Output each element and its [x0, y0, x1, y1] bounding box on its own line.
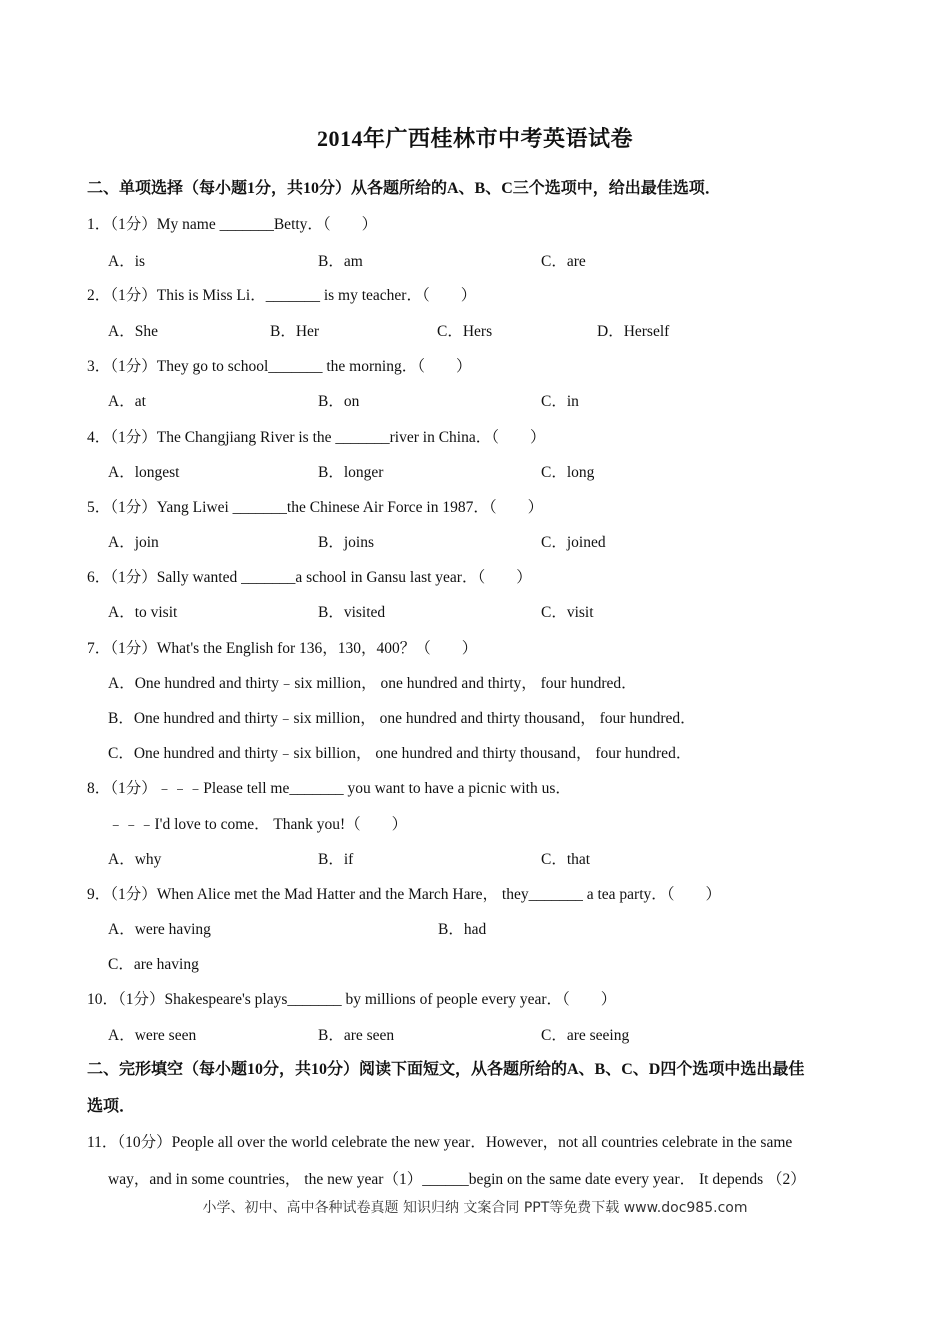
option: C．are having — [108, 956, 199, 973]
question-3-options — [108, 392, 868, 412]
option: A．One hundred and thirty﹣six million， one hundred and thirty， four hundred． — [108, 675, 637, 692]
question-8-options — [108, 850, 868, 870]
question-1-stem: 1．（1分）My name _______Betty．（ ） — [87, 216, 378, 233]
passage-line: 11．（10分）People all over the world celebrate the new year．However，not all countries celebrate in the same — [87, 1134, 793, 1151]
question-9-stem: 9．（1分）When Alice met the Mad Hatter and the March Hare， they_______ a tea party．（ ） — [87, 886, 722, 903]
cloze-passage — [87, 1124, 867, 1198]
question-3-stem: 3．（1分）They go to school_______ the morning．（ ） — [87, 358, 472, 375]
option: A．why — [108, 851, 162, 868]
option: C．are — [541, 253, 586, 270]
option: B．One hundred and thirty﹣six million， one hundred and thirty thousand， four hundred． — [108, 710, 696, 727]
option: B．if — [318, 851, 354, 868]
question-2-stem: 2．（1分）This is Miss Li．_______ is my teacher．（ ） — [87, 287, 477, 304]
option: C．that — [541, 851, 591, 868]
option: C．visit — [541, 604, 594, 621]
option: C．joined — [541, 534, 606, 551]
option: B．am — [318, 253, 363, 270]
question-8-reply: ﹣﹣﹣I'd love to come． Thank you!（ ） — [108, 816, 408, 833]
option: C．in — [541, 393, 579, 410]
section-heading-multiple-choice: 二、单项选择（每小题1分，共10分）从各题所给的A、B、C三个选项中，给出最佳选项． — [87, 180, 721, 197]
section-heading-cloze — [87, 1053, 877, 1127]
option: A．join — [108, 534, 159, 551]
question-4-stem: 4．（1分）The Changjiang River is the _______river in China．（ ） — [87, 429, 546, 446]
option: A．is — [108, 253, 146, 270]
question-5-stem: 5．（1分）Yang Liwei _______the Chinese Air Force in 1987．（ ） — [87, 499, 544, 516]
question-8-stem: 8．（1分）﹣﹣﹣Please tell me_______ you want to have a picnic with us． — [87, 780, 571, 797]
question-9-options — [108, 920, 868, 940]
option: C．Hers — [437, 323, 493, 340]
question-5-options — [108, 533, 868, 553]
option: B．had — [438, 921, 487, 938]
question-6-options — [108, 603, 868, 623]
question-6-stem: 6．（1分）Sally wanted _______a school in Gansu last year．（ ） — [87, 569, 532, 586]
option: B．Her — [270, 323, 320, 340]
option: A．at — [108, 393, 146, 410]
option: B．on — [318, 393, 360, 410]
footer-watermark: 小学、初中、高中各种试卷真题 知识归纳 文案合同 PPT等免费下载 www.doc985.com — [202, 1200, 748, 1216]
question-10-stem: 10．（1分）Shakespeare's plays_______ by millions of people every year．（ ） — [87, 991, 617, 1008]
option: A．were seen — [108, 1027, 197, 1044]
option: B．joins — [318, 534, 374, 551]
passage-line: way，and in some countries， the new year（1）______begin on the same date every year． It depends （2） — [108, 1171, 806, 1188]
option: A．were having — [108, 921, 211, 938]
page-title: 2014年广西桂林市中考英语试卷 — [316, 126, 633, 151]
question-1-options — [108, 252, 868, 272]
section-heading-line: 选项． — [87, 1098, 136, 1115]
section-heading-line: 二、完形填空（每小题10分，共10分）阅读下面短文，从各题所给的A、B、C、D四个选项中选出最佳 — [87, 1061, 805, 1078]
option: C．One hundred and thirty﹣six billion， one hundred and thirty thousand， four hundred． — [108, 745, 692, 762]
option: C．long — [541, 464, 595, 481]
option: A．longest — [108, 464, 180, 481]
option: B．are seen — [318, 1027, 395, 1044]
question-4-options — [108, 463, 868, 483]
option: B．visited — [318, 604, 386, 621]
option: C．are seeing — [541, 1027, 630, 1044]
option: A．to visit — [108, 604, 178, 621]
question-2-options — [108, 322, 868, 342]
option: A．She — [108, 323, 158, 340]
option: B．longer — [318, 464, 384, 481]
question-10-options — [108, 1026, 868, 1046]
option: D．Herself — [597, 323, 670, 340]
question-7-stem: 7．（1分）What's the English for 136，130，400？（ ） — [87, 640, 478, 657]
